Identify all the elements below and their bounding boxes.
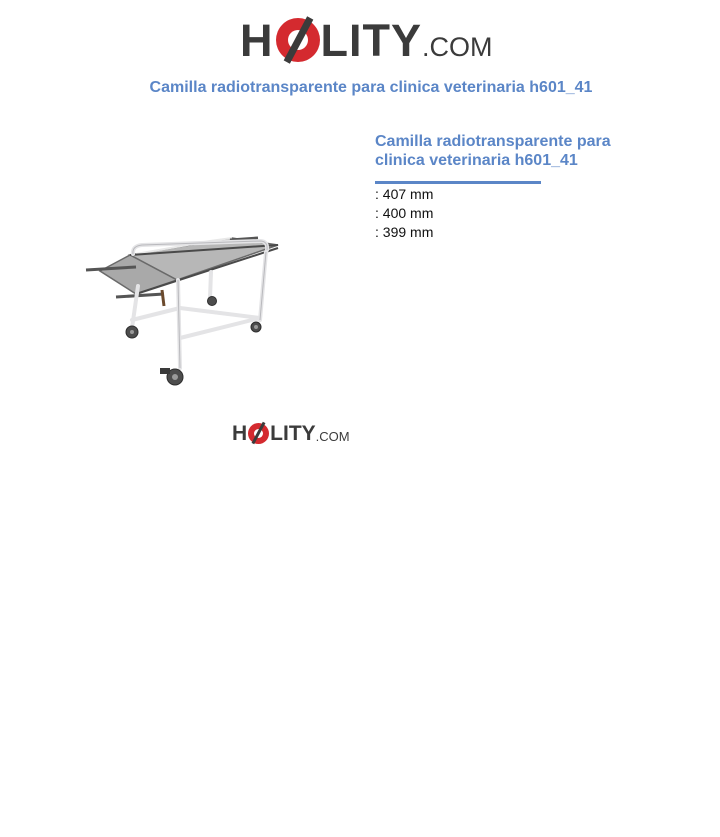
image-holity-logo xyxy=(232,421,350,445)
image-logo-letter-h: H xyxy=(232,421,248,445)
spec-dimension-1: : 407 mm xyxy=(375,186,434,202)
stretcher-trolley-image xyxy=(80,228,285,393)
spec-dimension-2: : 400 mm xyxy=(375,205,434,221)
logo-letter-h: H xyxy=(240,14,274,66)
image-logo-o-icon xyxy=(248,423,269,444)
title-underline xyxy=(375,181,541,184)
logo-o-icon xyxy=(276,18,320,62)
image-logo-domain: .COM xyxy=(315,428,350,444)
holity-logo[interactable] xyxy=(240,14,493,66)
image-logo-letters: LITY xyxy=(270,421,316,445)
logo-letters: LITY xyxy=(320,14,422,66)
page-title: Camilla radiotransparente para clinica veterinaria h601_41 xyxy=(149,79,593,96)
product-name: Camilla radiotransparente para clinica veterinaria h601_41 xyxy=(375,133,611,169)
logo-domain: .COM xyxy=(422,31,493,62)
spec-dimension-3: : 399 mm xyxy=(375,224,434,240)
